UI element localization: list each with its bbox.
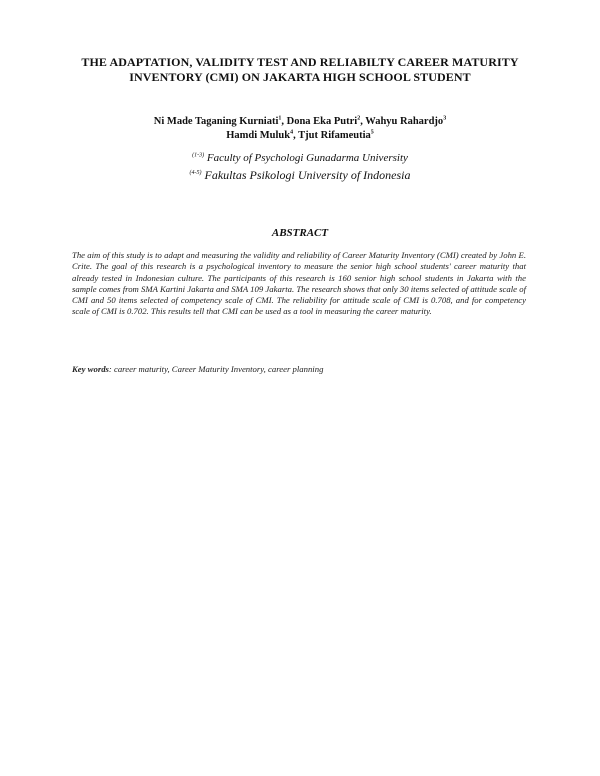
author-sup: 3 <box>443 115 447 122</box>
author-sep: , <box>281 116 287 127</box>
author-list <box>60 115 540 143</box>
author-sep: , <box>293 130 299 141</box>
affiliation-1 <box>60 150 540 167</box>
affiliation-sup: (4-5) <box>189 170 202 176</box>
author-name: Dona Eka Putri <box>286 116 358 127</box>
keywords-text: : career maturity, Career Maturity Inventory, career planning <box>108 364 324 374</box>
author-sup: 4 <box>290 129 294 136</box>
affiliation-list <box>60 150 540 184</box>
abstract-heading: ABSTRACT <box>271 227 329 239</box>
author-line-1 <box>60 115 540 129</box>
author-name: Ni Made Taganing Kurniati <box>153 116 279 127</box>
title-line-1: THE ADAPTATION, VALIDITY TEST AND RELIABILTY CAREER MATURITY <box>81 55 519 69</box>
author-line-2 <box>60 129 540 143</box>
affiliation-text: Faculty of Psychologi Gunadarma University <box>204 152 408 164</box>
author-sup: 1 <box>278 115 282 122</box>
author-name: Tjut Rifameutia <box>298 130 371 141</box>
title-line-2: INVENTORY (CMI) ON JAKARTA HIGH SCHOOL STUDENT <box>129 70 471 84</box>
author-sup: 5 <box>370 129 374 136</box>
affiliation-2 <box>60 167 540 184</box>
affiliation-text: Fakultas Psikologi University of Indonesia <box>201 168 411 182</box>
affiliation-sup: (1-3) <box>192 152 205 159</box>
keywords-label: Key words <box>72 364 109 374</box>
paper-title <box>60 55 540 85</box>
author-name: Wahyu Rahardjo <box>365 116 444 127</box>
author-name: Hamdi Muluk <box>226 130 291 141</box>
keywords <box>72 364 526 375</box>
author-sup: 2 <box>357 115 361 122</box>
abstract-body: The aim of this study is to adapt and measuring the validity and reliability of Career Maturity Inventory (CMI) created by John E. Crite. The goal of this research is a psychological inventory to measure the senior high school students' career maturity that already tested in Indonesian culture. The participants of this research is 160 senior high school students in Jakarta with the sample comes from SMA Kartini Jakarta and SMA 109 Jakarta. The research shows that only 30 items selected of attitude scale of CMI and 50 items selected of competency scale of CMI. The reliability for attitude scale of CMI is 0.708, and for competency scale of CMI is 0.702. This results tell that CMI can be used as a tool in measuring the career maturity. <box>72 250 526 317</box>
author-sep: , <box>360 116 366 127</box>
